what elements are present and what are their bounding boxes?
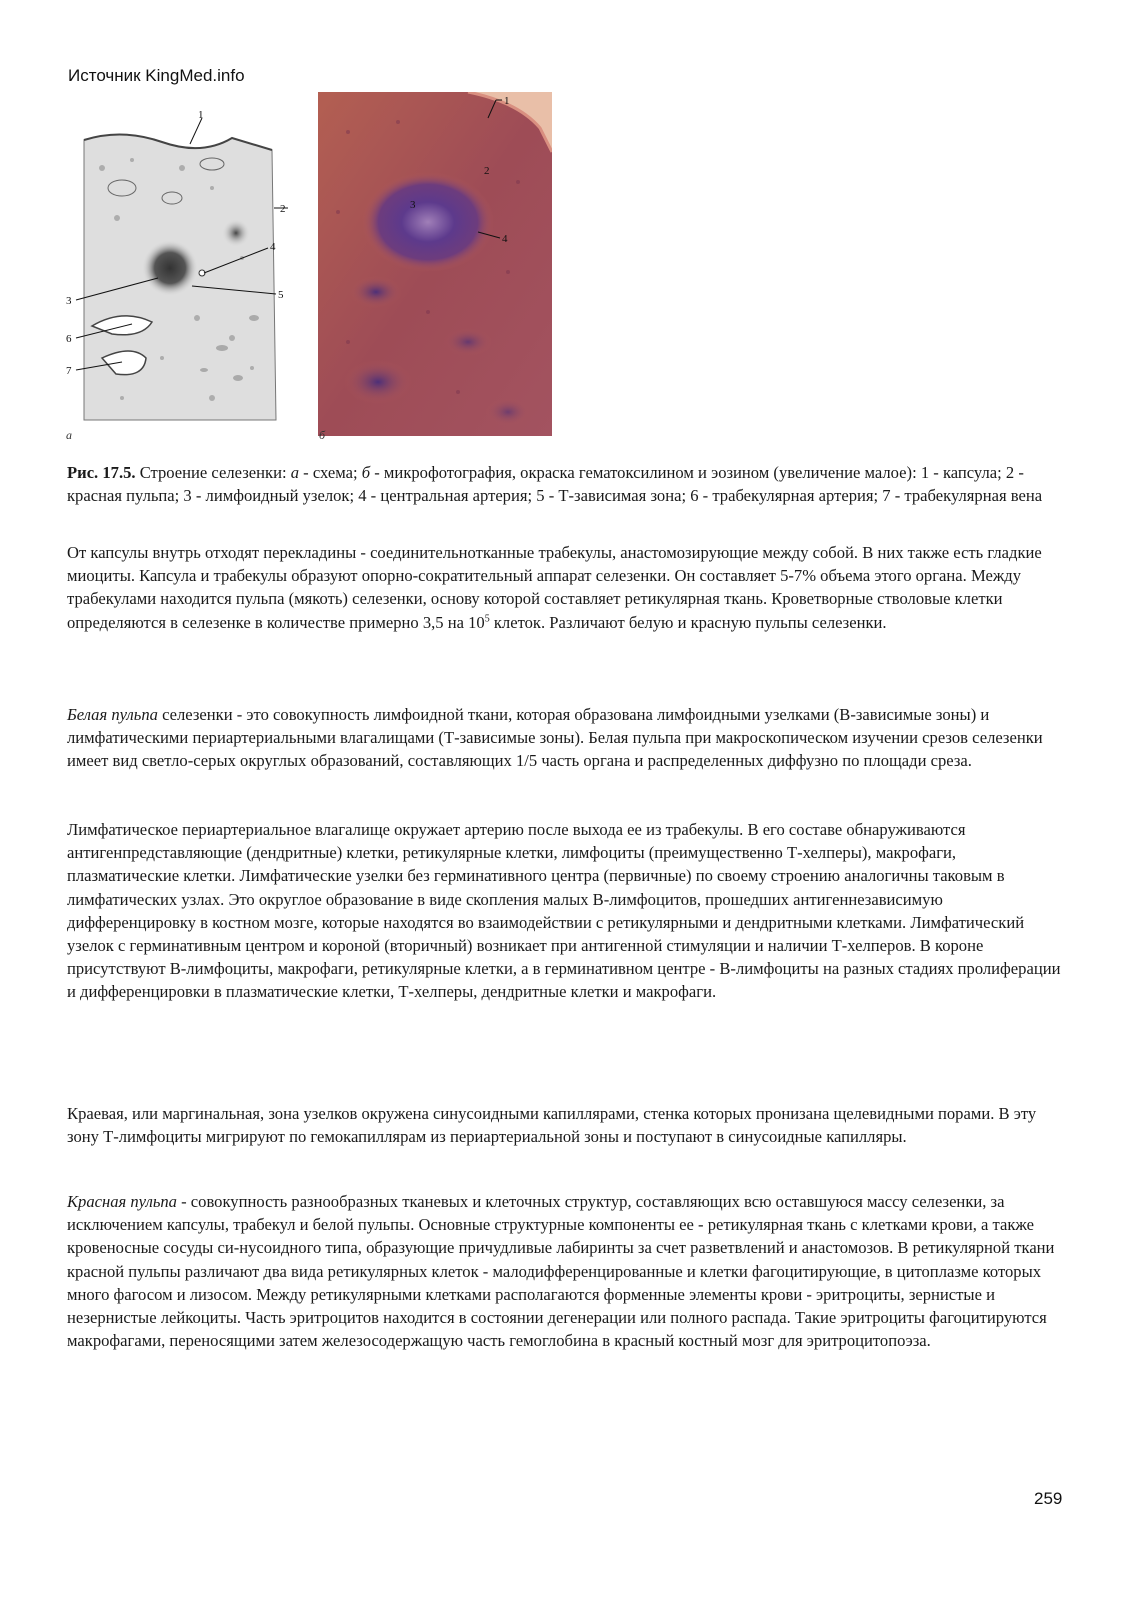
callout-a-5: 5 [278,289,284,301]
source-header: Источник KingMed.info [68,66,245,85]
panel-a-label: а [66,428,72,442]
caption-b: б [361,463,371,482]
panel-b-label: б [319,428,326,442]
callout-a-6: 6 [66,333,72,345]
callout-a-4: 4 [270,241,276,253]
callout-a-3: 3 [66,295,72,307]
figure-panel-b-micrograph [318,92,552,436]
caption-text-2: - схема; [299,463,362,482]
caption-text-3: - микрофотография, окраска гематоксилином и эозином (увеличение малое): 1 - капсула; 2 - красная пульпа; 3 - лимфоидный узелок; 4 - центральная артерия; 5 - Т-зависимая зона; 6 - трабекулярная артерия; 7 - трабекулярная вена [67,463,1043,505]
callout-b-2: 2 [484,165,490,177]
p1-superscript: 5 [484,613,490,625]
term-red-pulp: Красная пульпа [67,1192,177,1211]
term-white-pulp: Белая пульпа [67,705,158,724]
paragraph-5 [67,1190,1072,1352]
callout-a-2: 2 [280,203,286,215]
p2-text: селезенки - это совокупность лимфоидной ткани, которая образована лимфоидными узелками (В-зависимые зоны) и лимфатическими периартериальными влагалищами (Т-зависимые зоны). Белая пульпа при макроскопическом изучении срезов селезенки имеет вид светло-серых округлых образований, составляющих 1/5 часть органа и распределенных диффузно по площади среза. [67,705,1043,771]
caption-text-1: Строение селезенки: [135,463,291,482]
callout-a-1: 1 [198,109,204,121]
callout-b-3: 3 [410,199,416,211]
figure-caption [67,462,1067,507]
callout-a-7: 7 [66,365,72,377]
caption-a: а [290,463,300,482]
callout-b-1: 1 [504,95,510,107]
page-number: 259 [1034,1489,1063,1508]
paragraph-3: Лимфатическое периартериальное влагалище окружает артерию после выхода ее из трабекулы. В его составе обнаруживаются антигенпредставляющие (дендритные) клетки, ретикулярные клетки, лимфоциты (преимущественно Т-хелперы), макрофаги, плазматические клетки. Лимфатические узелки без герминативного центра (первичные) по своему строению аналогичны таковым в лимфатических узлах. Это округлое образование в виде скопления малых В-лимфоцитов, прошедших антигеннезависимую дифференцировку в костном мозге, которые находятся во взаимодействии с ретикулярными и дендритными клетками. Лимфатический узелок с герминативным центром и короной (вторичный) возникает при антигенной стимуляции и наличии Т-хелперов. В короне присутствуют В-лимфоциты, макрофаги, ретикулярные клетки, а в герминативном центре - В-лимфоциты на разных стадиях пролиферации и дифференцировки в плазматические клетки, Т-хелперы, дендритные клетки и макрофаги. [67,820,1061,1002]
paragraph-4: Краевая, или маргинальная, зона узелков окружена синусоидными капиллярами, стенка которых пронизана щелевидными порами. В эту зону Т-лимфоциты мигрируют по гемокапиллярам из периартериальной зоны и поступают в синусоидные капилляры. [67,1104,1037,1147]
p5-text: - совокупность разнообразных тканевых и клеточных структур, составляющих всю оставшуюся массу селезенки, за исключением капсулы, трабекул и белой пульпы. Основные структурные компоненты ее - ретикулярная ткань с клетками крови, а также кровеносные сосуды си-нусоидного типа, образующие причудливые лабиринты за счет разветвлений и анастомозов. В ретикулярной ткани красной пульпы различают два вида ретикулярных клеток - малодифференцированные и клетки фагоцитирующие, в цитоплазме которых много фагосом и лизосом. Между ретикулярными клетками располагаются форменные элементы крови - эритроциты, зернистые и незернистые лейкоциты. Часть эритроцитов находится в состоянии дегенерации или полного распада. Такие эритроциты фагоцитируются макрофагами, переносящими затем железосодержащую часть гемоглобина в красный костный мозг для эритроцитопоэза. [67,1192,1055,1351]
p1-before: От капсулы внутрь отходят перекладины - соединительнотканные трабекулы, анастомозирующие между собой. В них также есть гладкие миоциты. Капсула и трабекулы образуют опорно-сократительный аппарат селезенки. Он составляет 5-7% объема этого органа. Между трабекулами находится пульпа (мякоть) селезенки, основу которой составляет ретикулярная ткань. Кроветворные стволовые клетки определяются в селезенке в количестве примерно 3,5 на 10 [67,543,1042,632]
figure-number: Рис. 17.5. [67,463,136,482]
callout-b-4: 4 [502,233,508,245]
figure-panel-a-schematic [62,108,288,448]
paragraph-1 [67,541,1072,634]
p1-after: клеток. Различают белую и красную пульпы селезенки. [489,612,887,632]
paragraph-2 [67,703,1072,773]
